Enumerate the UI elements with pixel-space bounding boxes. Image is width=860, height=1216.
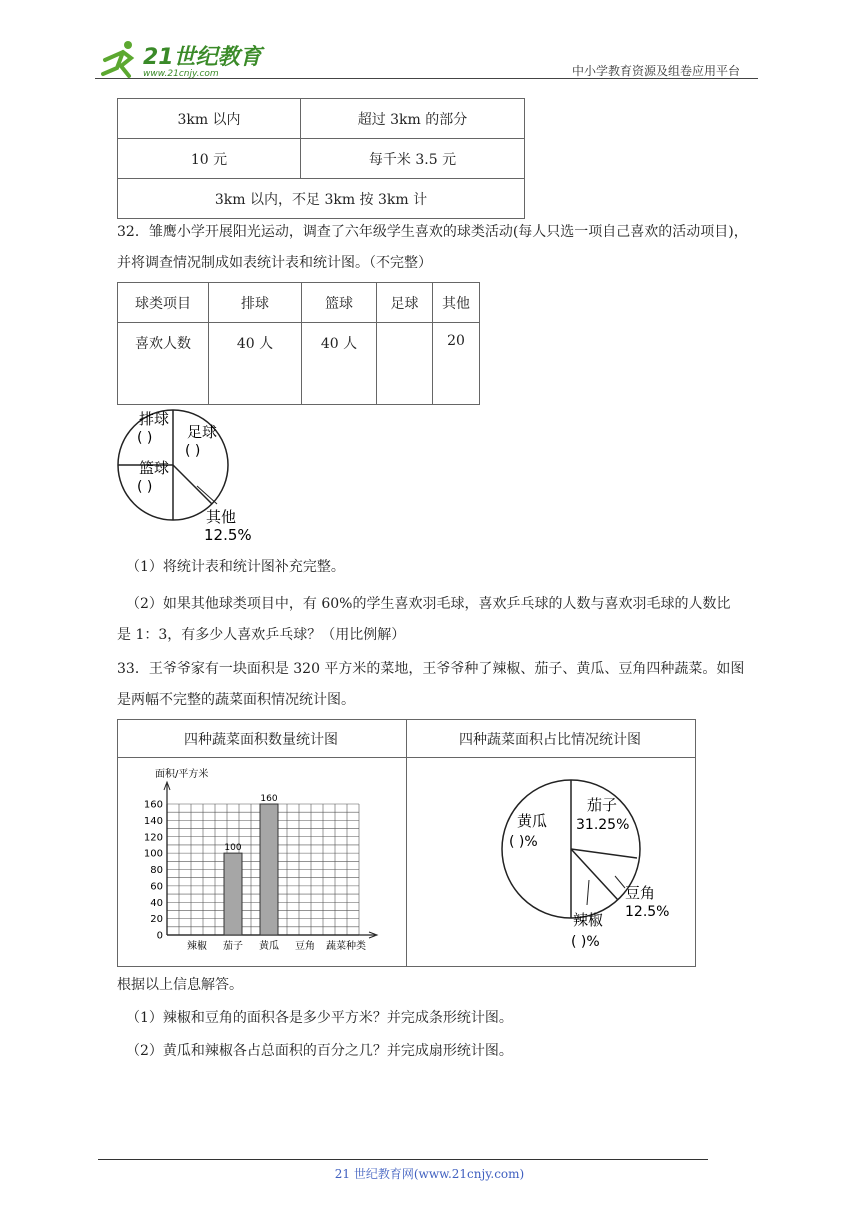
y-tick-labels — [144, 800, 163, 942]
ball-pie-chart — [117, 392, 257, 544]
ball-cell: 40 人 — [302, 323, 377, 405]
x-tick-labels — [187, 939, 315, 952]
x-tick-label: 茄子 — [223, 941, 243, 952]
y-tick-label: 0 — [156, 930, 163, 942]
runner-icon — [103, 41, 132, 76]
fare-cell: 超过 3km 的部分 — [301, 99, 525, 139]
pie-chart-title: 四种蔬菜面积占比情况统计图 — [459, 732, 641, 748]
x-tick-label: 黄瓜 — [259, 941, 279, 952]
platform-name: 中小学教育资源及组卷应用平台 — [572, 64, 741, 78]
bar-data-label: 100 — [224, 843, 242, 854]
pie-value-pepper: ( )% — [571, 934, 600, 950]
logo-url: www.21cnjy.com — [143, 69, 219, 79]
q32-sub2-line2: 是 1：3，有多少人喜欢乒乓球？（用比例解） — [117, 627, 406, 643]
x-axis-label: 蔬菜种类 — [326, 941, 366, 952]
ball-table — [117, 282, 480, 405]
pie-value-eggplant: 31.25% — [576, 817, 630, 833]
y-tick-label: 100 — [143, 848, 163, 860]
ball-header: 排球 — [209, 283, 302, 323]
q32-line2: 并将调查情况制成如表统计表和统计图。（不完整） — [117, 255, 432, 271]
pie-label-volleyball: 排球 — [139, 410, 170, 428]
y-tick-label: 40 — [150, 897, 163, 909]
pie-label-pepper: 辣椒 — [573, 911, 604, 929]
pie-divider — [571, 849, 637, 858]
leader-line — [197, 486, 217, 504]
bar-data-label: 160 — [260, 794, 278, 804]
y-tick-label: 140 — [143, 815, 163, 827]
pie-value-bean: 12.5% — [625, 904, 670, 920]
fare-cell: 10 元 — [118, 139, 301, 179]
ball-cell: 喜欢人数 — [118, 323, 209, 405]
ball-header: 足球 — [377, 283, 433, 323]
footer-text: 21 世纪教育网(www.21cnjy.com) — [334, 1167, 525, 1181]
site-logo — [95, 38, 265, 80]
veg-frame-divider — [117, 757, 695, 758]
pie-label-basketball: 篮球 — [139, 459, 170, 477]
pie-blank: ( ) — [137, 479, 153, 495]
pie-blank: ( ) — [137, 430, 153, 446]
footer-divider — [98, 1159, 708, 1160]
header-divider — [95, 78, 758, 79]
fare-table — [117, 98, 525, 219]
leader-line — [587, 880, 589, 905]
bar — [224, 853, 242, 935]
q32-line1: 32．雏鹰小学开展阳光运动，调查了六年级学生喜欢的球类活动(每人只选一项自己喜欢的活动项目)， — [117, 224, 748, 240]
pie-label-eggplant: 茄子 — [587, 796, 618, 814]
q33-line1: 33．王爷爷家有一块面积是 320 平方米的菜地，王爷爷种了辣椒、茄子、黄瓜、豆角四种蔬菜。如图 — [117, 661, 745, 677]
q33-sub1: （1）辣椒和豆角的面积各是多少平方米？并完成条形统计图。 — [126, 1010, 513, 1026]
fare-cell: 3km 以内 — [118, 99, 301, 139]
pie-label-bean: 豆角 — [625, 884, 656, 902]
y-tick-label: 80 — [150, 865, 163, 876]
pie-label-other: 其他 — [206, 508, 237, 526]
q32-sub2-line1: （2）如果其他球类项目中，有 60%的学生喜欢羽毛球，喜欢乒乓球的人数与喜欢羽毛球的人数比 — [126, 596, 731, 612]
q33-after: 根据以上信息解答。 — [117, 977, 243, 993]
bar — [260, 804, 278, 935]
logo-text: 21世纪教育 — [143, 45, 262, 70]
pie-blank: ( ) — [185, 443, 201, 459]
veg-bar-chart — [135, 762, 390, 957]
ball-cell: 20 — [433, 323, 480, 405]
x-tick-label: 辣椒 — [187, 941, 207, 952]
q33-sub2: （2）黄瓜和辣椒各占总面积的百分之几？并完成扇形统计图。 — [126, 1043, 513, 1059]
y-tick-label: 120 — [143, 832, 163, 844]
fare-cell: 每千米 3.5 元 — [301, 139, 525, 179]
leader-line — [615, 876, 625, 888]
ball-header: 其他 — [433, 283, 480, 323]
x-tick-label: 豆角 — [295, 941, 315, 952]
y-tick-label: 160 — [143, 799, 163, 811]
y-tick-label: 60 — [150, 881, 163, 893]
pie-divider — [571, 849, 618, 900]
q33-line2: 是两幅不完整的蔬菜面积情况统计图。 — [117, 692, 355, 708]
pie-divider — [173, 465, 212, 504]
ball-header: 球类项目 — [118, 283, 209, 323]
pie-label-football: 足球 — [187, 423, 218, 441]
fare-note: 3km 以内，不足 3km 按 3km 计 — [118, 179, 525, 219]
y-axis-label: 面积/平方米 — [155, 769, 209, 780]
ball-header: 篮球 — [302, 283, 377, 323]
y-tick-label: 20 — [150, 914, 163, 926]
pie-label-other-pct: 12.5% — [204, 526, 252, 544]
bar-chart-title: 四种蔬菜面积数量统计图 — [184, 732, 338, 748]
ball-cell — [377, 323, 433, 405]
q32-sub1: （1）将统计表和统计图补充完整。 — [126, 559, 345, 575]
pie-label-cucumber: 黄瓜 — [517, 812, 548, 830]
ball-cell: 40 人 — [209, 323, 302, 405]
veg-pie-chart — [495, 770, 680, 955]
pie-value-cucumber: ( )% — [509, 834, 538, 850]
